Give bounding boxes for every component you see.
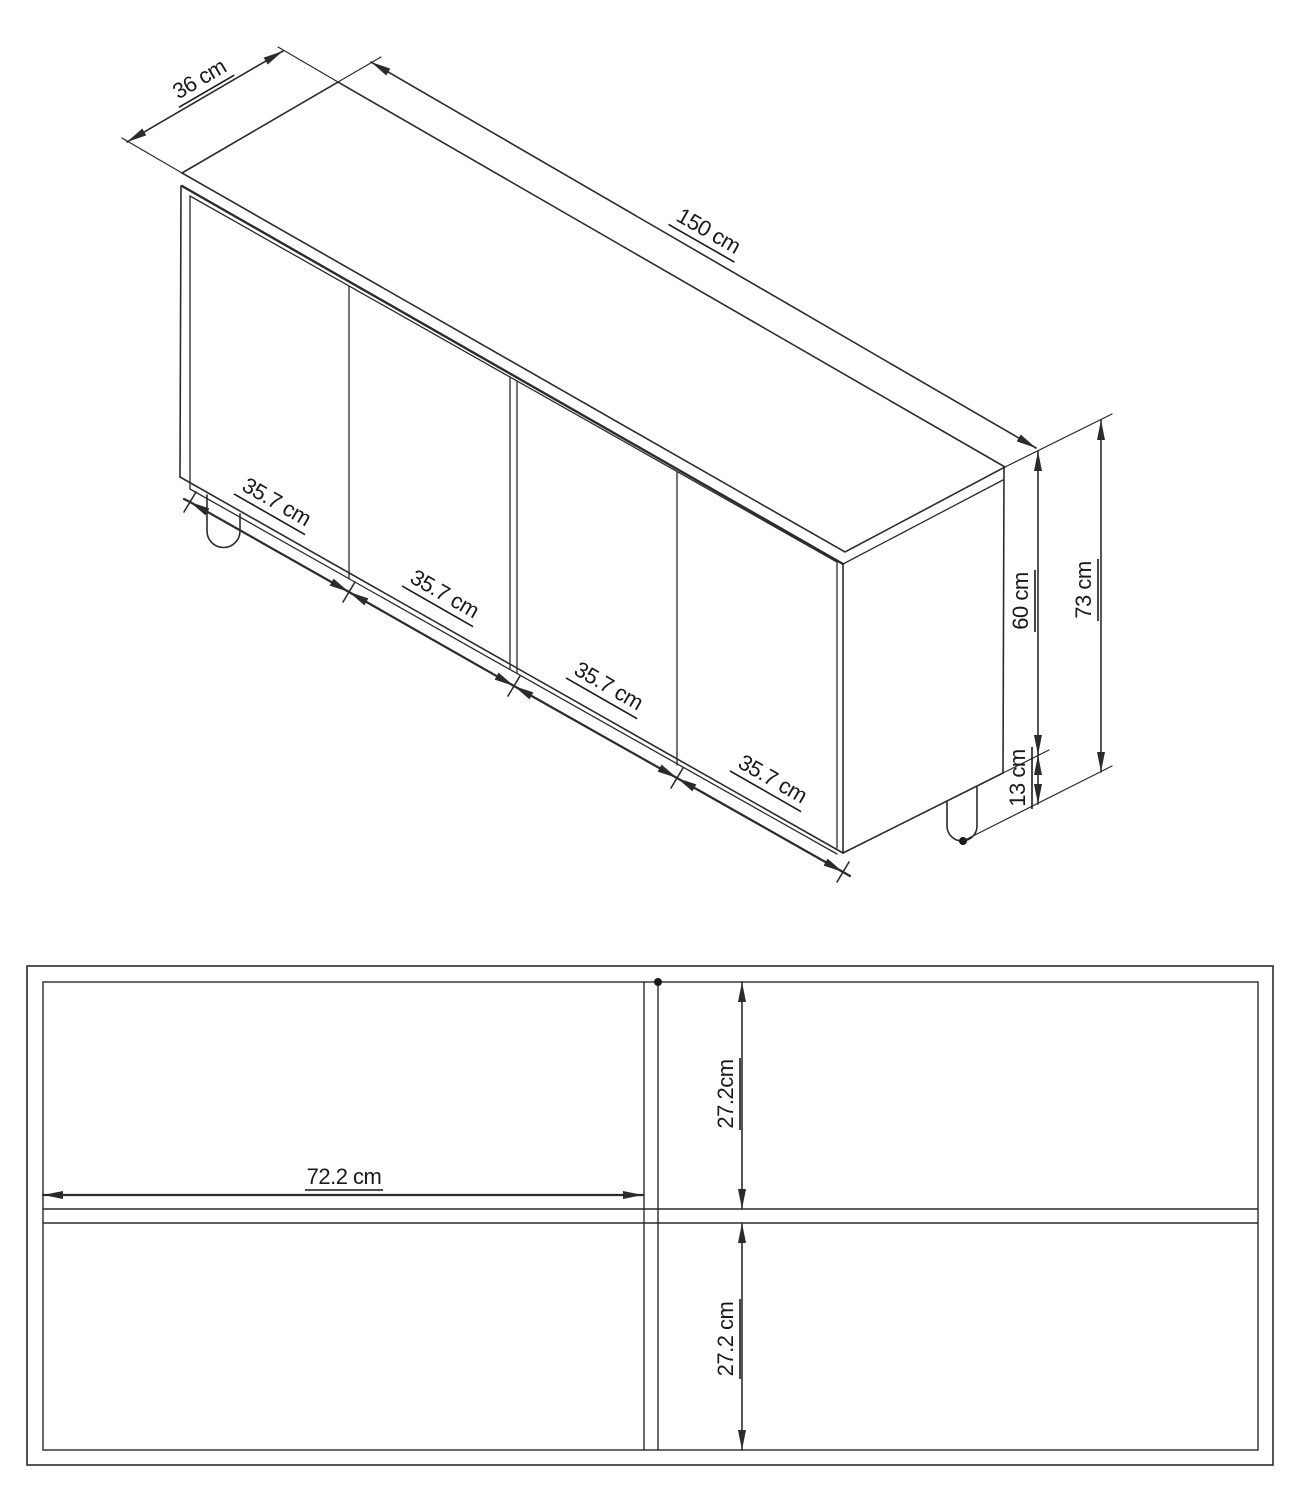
door4-width-label xyxy=(730,747,815,811)
divider-reference-point xyxy=(654,978,662,986)
dim-line-door-1 xyxy=(190,502,349,592)
inner-width-label xyxy=(305,1164,383,1190)
dim-line-width xyxy=(371,62,1036,448)
door2-width-label xyxy=(402,562,487,626)
door-bottom-edge xyxy=(190,489,837,854)
dimension-arrowhead xyxy=(1097,752,1105,772)
dimension-arrowhead xyxy=(514,686,533,699)
leg-height-text: 13 cm xyxy=(1005,749,1030,807)
dimension-arrowhead xyxy=(330,579,349,592)
depth-dimension-text: 36 cm xyxy=(168,53,231,104)
dimension-arrowhead xyxy=(371,62,390,75)
body-height-label xyxy=(1008,570,1035,632)
lower-inner-height-text: 27.2 cm xyxy=(713,1301,738,1377)
dimension-arrowhead xyxy=(127,128,146,142)
door3-width-text: 35.7 cm xyxy=(570,656,648,716)
dimension-arrowhead xyxy=(1034,784,1042,804)
ext-line-depth-back xyxy=(278,47,338,82)
dim-line-door-3 xyxy=(514,686,677,778)
dimension-arrowhead xyxy=(1097,420,1105,440)
carcass-outer-outline xyxy=(27,966,1273,1465)
back-right-leg xyxy=(947,787,977,841)
cabinet-bottom-side-edge xyxy=(843,773,1003,853)
body-height-text: 60 cm xyxy=(1008,572,1033,630)
total-height-text: 73 cm xyxy=(1071,561,1096,619)
cabinet-top-face xyxy=(182,82,1005,552)
dimension-arrowhead xyxy=(738,982,746,1002)
front-view xyxy=(27,966,1273,1465)
dim-line-door-4 xyxy=(677,778,843,872)
cabinet-left-edge xyxy=(180,186,181,477)
total-height-label xyxy=(1071,559,1098,621)
door2-width-text: 35.7 cm xyxy=(406,564,484,624)
dimension-arrowhead xyxy=(623,1191,643,1199)
dimension-arrowhead xyxy=(738,1189,746,1209)
lower-inner-height-label xyxy=(713,1299,740,1379)
ext-line-back-top xyxy=(338,57,381,82)
dimension-arrowhead xyxy=(738,1430,746,1450)
carcass-inner-outline xyxy=(43,982,1258,1450)
cabinet-bottom-front-edge xyxy=(180,477,843,853)
door3-width-label xyxy=(566,654,651,718)
dimension-arrowhead xyxy=(1017,435,1036,448)
dimension-arrowhead xyxy=(264,51,283,65)
dimension-arrowhead xyxy=(495,673,514,686)
door1-width-text: 35.7 cm xyxy=(238,472,316,532)
dimension-arrowhead xyxy=(43,1191,63,1199)
door1-width-label xyxy=(234,470,319,534)
iso-view xyxy=(122,47,1112,882)
dimension-arrowhead xyxy=(677,778,696,791)
inner-width-text: 72.2 cm xyxy=(306,1164,382,1189)
width-dimension-text: 150 cm xyxy=(672,202,745,259)
dim-line-door-2 xyxy=(349,592,514,686)
dimension-arrowhead xyxy=(1034,451,1042,471)
leg-height-label xyxy=(1005,747,1032,809)
dim-chain-lead-out xyxy=(843,872,850,876)
dimension-arrowhead xyxy=(349,592,368,605)
upper-inner-height-text: 27.2cm xyxy=(713,1059,738,1129)
width-dimension-label xyxy=(669,201,748,262)
dimension-arrowhead xyxy=(1034,735,1042,755)
dimension-arrowhead xyxy=(824,859,843,872)
ext-line-depth-left xyxy=(122,138,182,173)
door4-width-text: 35.7 cm xyxy=(734,749,812,809)
top-slab-right-edge xyxy=(843,480,1003,564)
cabinet-back-right-edge xyxy=(1003,468,1004,773)
upper-inner-height-label xyxy=(713,1058,740,1130)
dimension-arrowhead xyxy=(738,1223,746,1243)
dimension-arrowhead xyxy=(1034,755,1042,775)
dimension-arrowhead xyxy=(658,765,677,778)
